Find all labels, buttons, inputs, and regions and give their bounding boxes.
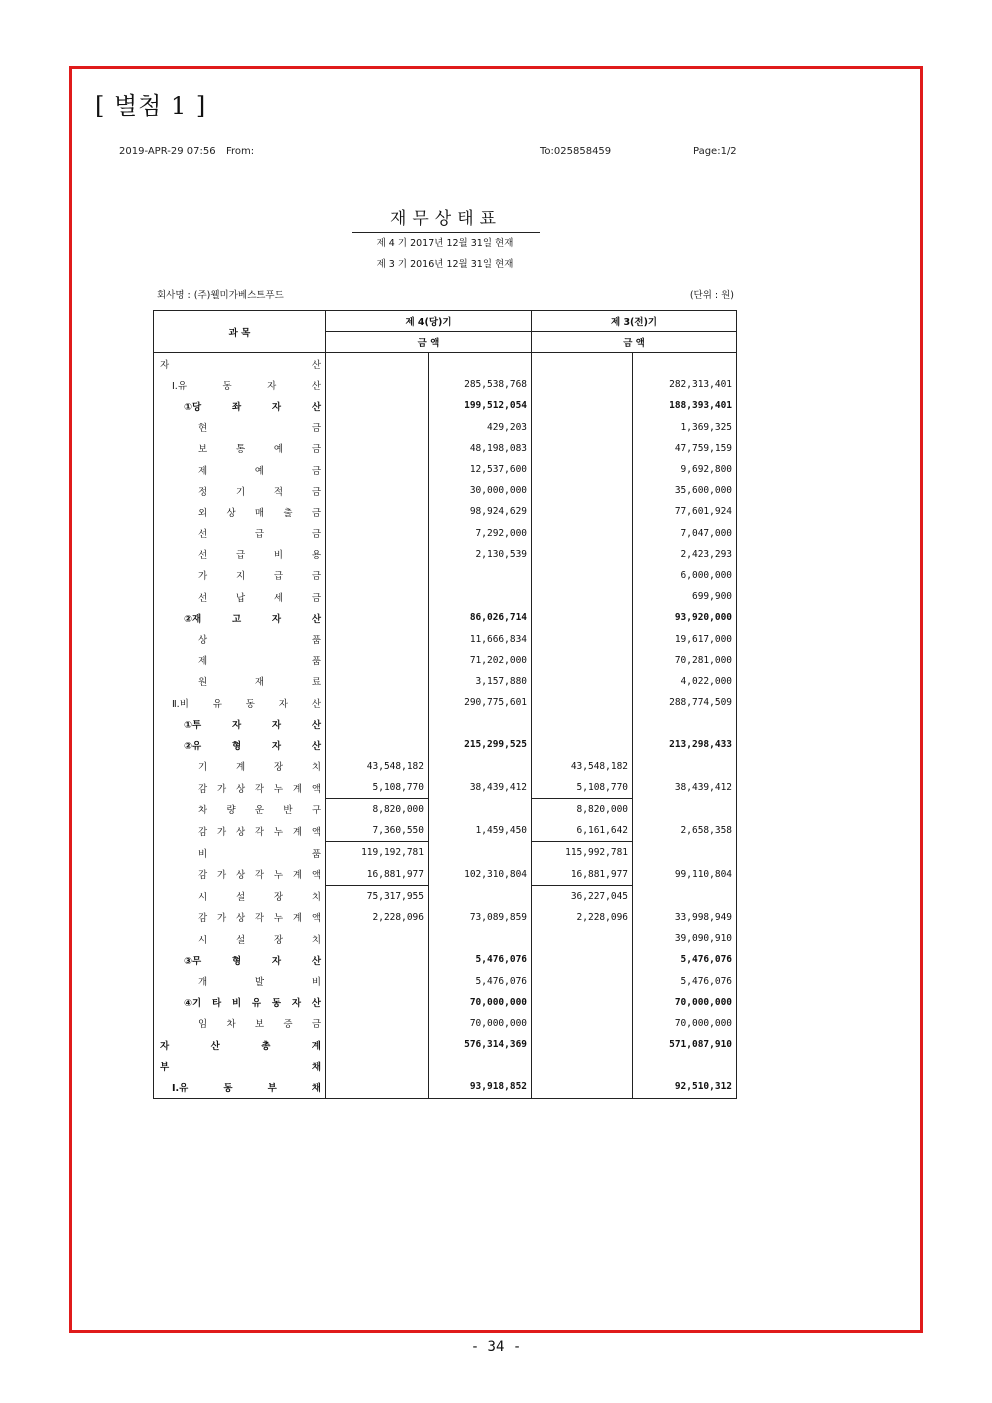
amount-p2: 39,090,910 (633, 928, 737, 949)
account-name: ④기 타 비 유 동 자 산 (154, 992, 326, 1013)
account-name: 감 가 상 각 누 계 액 (154, 907, 326, 928)
amount-p2: 6,000,000 (633, 565, 737, 586)
header-current-amount: 금 액 (326, 332, 532, 353)
amount-c1 (326, 417, 429, 438)
unit-label: (단위 : 원) (689, 290, 734, 301)
account-name: ③무 형 자 산 (154, 949, 326, 970)
table-row (154, 864, 737, 886)
amount-c1 (326, 565, 429, 586)
amount-p1 (532, 970, 633, 991)
table-row (154, 777, 737, 799)
amount-p1: 43,548,182 (532, 756, 633, 777)
statement-title: 재무상태표 (352, 204, 540, 233)
amount-c2: 576,314,369 (429, 1034, 532, 1055)
amount-p2: 5,476,076 (633, 970, 737, 991)
amount-c2 (429, 756, 532, 777)
amount-p1 (532, 544, 633, 565)
amount-c1 (326, 734, 429, 755)
amount-c2: 5,476,076 (429, 949, 532, 970)
amount-c1 (326, 650, 429, 671)
account-name: ②유 형 자 산 (154, 734, 326, 755)
account-name: 감 가 상 각 누 계 액 (154, 777, 326, 799)
table-row (154, 501, 737, 522)
table-row (154, 734, 737, 755)
account-name: 선 급 금 (154, 523, 326, 544)
amount-p2 (633, 1055, 737, 1076)
account-name: 선 납 세 금 (154, 586, 326, 607)
amount-c1 (326, 992, 429, 1013)
amount-c1 (326, 459, 429, 480)
amount-p2 (633, 756, 737, 777)
amount-p1 (532, 949, 633, 970)
amount-c2: 98,924,629 (429, 501, 532, 522)
amount-p2 (633, 885, 737, 907)
amount-p1 (532, 374, 633, 395)
amount-c1 (326, 928, 429, 949)
account-name: 시 설 장 치 (154, 885, 326, 907)
amount-c1 (326, 713, 429, 734)
account-name: 상 품 (154, 628, 326, 649)
amount-c2 (429, 885, 532, 907)
account-name: 정 기 적 금 (154, 480, 326, 501)
table-row (154, 992, 737, 1013)
amount-p2: 188,393,401 (633, 395, 737, 416)
amount-c1: 7,360,550 (326, 820, 429, 842)
amount-p1 (532, 650, 633, 671)
amount-c1: 75,317,955 (326, 885, 429, 907)
amount-p2: 4,022,000 (633, 671, 737, 692)
amount-p1 (532, 395, 633, 416)
amount-c2 (429, 565, 532, 586)
amount-c1 (326, 544, 429, 565)
amount-p1: 36,227,045 (532, 885, 633, 907)
amount-c2 (429, 798, 532, 820)
amount-p1 (532, 1034, 633, 1055)
amount-c2: 102,310,804 (429, 864, 532, 886)
table-row (154, 586, 737, 607)
amount-c1: 16,881,977 (326, 864, 429, 886)
table-row (154, 480, 737, 501)
fax-page: Page:1/2 (693, 146, 737, 157)
table-row (154, 395, 737, 416)
amount-c2: 70,000,000 (429, 1013, 532, 1034)
amount-c2: 70,000,000 (429, 992, 532, 1013)
amount-p2: 288,774,509 (633, 692, 737, 713)
amount-p2: 99,110,804 (633, 864, 737, 886)
table-row (154, 353, 737, 375)
amount-p2: 38,439,412 (633, 777, 737, 799)
account-name: 보 통 예 금 (154, 438, 326, 459)
account-name: 선 급 비 용 (154, 544, 326, 565)
amount-p1 (532, 1013, 633, 1034)
amount-p2: 70,281,000 (633, 650, 737, 671)
amount-c2: 3,157,880 (429, 671, 532, 692)
page-number: - 34 - (470, 1339, 522, 1355)
amount-p1 (532, 523, 633, 544)
amount-c1: 5,108,770 (326, 777, 429, 799)
company-name: 회사명 : (주)웰미가베스트푸드 (157, 290, 284, 301)
table-row (154, 798, 737, 820)
amount-p2: 571,087,910 (633, 1034, 737, 1055)
amount-c2: 11,666,834 (429, 628, 532, 649)
amount-p1 (532, 417, 633, 438)
account-name: 개 발 비 (154, 970, 326, 991)
amount-c1 (326, 586, 429, 607)
amount-c1 (326, 692, 429, 713)
table-row (154, 907, 737, 928)
table-row (154, 820, 737, 842)
table-row (154, 928, 737, 949)
amount-c1: 2,228,096 (326, 907, 429, 928)
amount-p1 (532, 928, 633, 949)
amount-c2: 7,292,000 (429, 523, 532, 544)
account-name: 제 품 (154, 650, 326, 671)
amount-p2 (633, 842, 737, 864)
account-name: 가 지 급 금 (154, 565, 326, 586)
amount-c2: 285,538,768 (429, 374, 532, 395)
account-name: 원 재 료 (154, 671, 326, 692)
amount-c1 (326, 374, 429, 395)
amount-c2: 38,439,412 (429, 777, 532, 799)
account-name: 자 산 총 계 (154, 1034, 326, 1055)
amount-c1 (326, 970, 429, 991)
table-row (154, 671, 737, 692)
amount-c1 (326, 671, 429, 692)
amount-p2: 9,692,800 (633, 459, 737, 480)
table-row (154, 1076, 737, 1098)
table-row (154, 565, 737, 586)
amount-p1: 5,108,770 (532, 777, 633, 799)
account-name: 제 예 금 (154, 459, 326, 480)
table-row (154, 692, 737, 713)
amount-p2: 77,601,924 (633, 501, 737, 522)
period-current: 제 4 기 2017년 12월 31일 현재 (376, 238, 514, 249)
amount-p1: 115,992,781 (532, 842, 633, 864)
amount-p1 (532, 692, 633, 713)
table-row (154, 523, 737, 544)
amount-c1 (326, 607, 429, 628)
amount-p2: 92,510,312 (633, 1076, 737, 1098)
amount-c2: 30,000,000 (429, 480, 532, 501)
amount-p1 (532, 628, 633, 649)
table-row (154, 842, 737, 864)
amount-p1 (532, 501, 633, 522)
account-name: 외 상 매 출 금 (154, 501, 326, 522)
amount-p2: 19,617,000 (633, 628, 737, 649)
header-prior-period: 제 3(전)기 (532, 311, 737, 332)
period-prior: 제 3 기 2016년 12월 31일 현재 (376, 259, 514, 270)
balance-sheet-table (153, 310, 737, 1099)
amount-c1 (326, 949, 429, 970)
amount-p2: 2,658,358 (633, 820, 737, 842)
amount-p2: 5,476,076 (633, 949, 737, 970)
amount-p1 (532, 459, 633, 480)
amount-p1 (532, 438, 633, 459)
amount-p2: 699,900 (633, 586, 737, 607)
amount-c2: 73,089,859 (429, 907, 532, 928)
amount-c1 (326, 1076, 429, 1098)
amount-p1 (532, 586, 633, 607)
table-row (154, 417, 737, 438)
table-row (154, 650, 737, 671)
amount-p1: 8,820,000 (532, 798, 633, 820)
account-name: 감 가 상 각 누 계 액 (154, 820, 326, 842)
amount-c1 (326, 395, 429, 416)
account-name: 현 금 (154, 417, 326, 438)
amount-p2: 47,759,159 (633, 438, 737, 459)
amount-c2 (429, 713, 532, 734)
amount-c2 (429, 353, 532, 375)
amount-c2: 12,537,600 (429, 459, 532, 480)
amount-p1 (532, 992, 633, 1013)
amount-c2: 290,775,601 (429, 692, 532, 713)
amount-c1 (326, 1034, 429, 1055)
amount-c2 (429, 928, 532, 949)
amount-c2 (429, 586, 532, 607)
table-row (154, 1013, 737, 1034)
account-name: 임 차 보 증 금 (154, 1013, 326, 1034)
header-account: 과 목 (154, 311, 326, 353)
amount-p2: 33,998,949 (633, 907, 737, 928)
account-name: 감 가 상 각 누 계 액 (154, 864, 326, 886)
amount-p2: 70,000,000 (633, 1013, 737, 1034)
amount-p2: 93,920,000 (633, 607, 737, 628)
amount-p1 (532, 1055, 633, 1076)
attachment-label: [ 별첨 1 ] (95, 92, 207, 120)
account-name: 시 설 장 치 (154, 928, 326, 949)
amount-c2: 86,026,714 (429, 607, 532, 628)
account-name: Ⅰ.유 동 자 산 (154, 374, 326, 395)
header-current-period: 제 4(당)기 (326, 311, 532, 332)
amount-p2: 213,298,433 (633, 734, 737, 755)
amount-p2 (633, 353, 737, 375)
amount-p1: 6,161,642 (532, 820, 633, 842)
table-row (154, 949, 737, 970)
amount-p1 (532, 480, 633, 501)
amount-c1: 8,820,000 (326, 798, 429, 820)
fax-from: From: (226, 146, 255, 157)
amount-p2: 1,369,325 (633, 417, 737, 438)
account-name: Ⅱ.비 유 동 자 산 (154, 692, 326, 713)
account-name: ②재 고 자 산 (154, 607, 326, 628)
account-name: ①당 좌 자 산 (154, 395, 326, 416)
amount-p1: 16,881,977 (532, 864, 633, 886)
amount-p2: 282,313,401 (633, 374, 737, 395)
amount-c2: 429,203 (429, 417, 532, 438)
amount-p1: 2,228,096 (532, 907, 633, 928)
table-row (154, 713, 737, 734)
amount-c1 (326, 353, 429, 375)
table-row (154, 1034, 737, 1055)
table-row (154, 544, 737, 565)
amount-c2: 1,459,450 (429, 820, 532, 842)
amount-p1 (532, 353, 633, 375)
table-row (154, 885, 737, 907)
amount-c1: 119,192,781 (326, 842, 429, 864)
amount-c2: 2,130,539 (429, 544, 532, 565)
fax-datetime: 2019-APR-29 07:56 (119, 146, 216, 157)
amount-c1 (326, 438, 429, 459)
amount-c2: 71,202,000 (429, 650, 532, 671)
amount-c1 (326, 480, 429, 501)
amount-p1 (532, 1076, 633, 1098)
amount-p2: 70,000,000 (633, 992, 737, 1013)
amount-p2: 2,423,293 (633, 544, 737, 565)
amount-c2: 48,198,083 (429, 438, 532, 459)
account-name: 차 량 운 반 구 (154, 798, 326, 820)
account-name: 기 계 장 치 (154, 756, 326, 777)
amount-c2: 5,476,076 (429, 970, 532, 991)
amount-p2: 7,047,000 (633, 523, 737, 544)
amount-c1 (326, 1013, 429, 1034)
account-name: ①투 자 자 산 (154, 713, 326, 734)
amount-c2: 199,512,054 (429, 395, 532, 416)
amount-c2 (429, 1055, 532, 1076)
account-name: 자 산 (154, 353, 326, 375)
amount-c1 (326, 1055, 429, 1076)
amount-p1 (532, 671, 633, 692)
amount-c1 (326, 501, 429, 522)
amount-c1 (326, 628, 429, 649)
account-name: Ⅰ.유 동 부 채 (154, 1076, 326, 1098)
amount-p2: 35,600,000 (633, 480, 737, 501)
amount-c2: 93,918,852 (429, 1076, 532, 1098)
table-row (154, 607, 737, 628)
amount-p2 (633, 798, 737, 820)
table-row (154, 756, 737, 777)
amount-p1 (532, 713, 633, 734)
header-prior-amount: 금 액 (532, 332, 737, 353)
amount-c2 (429, 842, 532, 864)
table-row (154, 970, 737, 991)
amount-p2 (633, 713, 737, 734)
table-row (154, 374, 737, 395)
table-row (154, 438, 737, 459)
fax-to: To:025858459 (540, 146, 612, 157)
account-name: 비 품 (154, 842, 326, 864)
amount-p1 (532, 607, 633, 628)
table-row (154, 459, 737, 480)
amount-c1: 43,548,182 (326, 756, 429, 777)
amount-p1 (532, 734, 633, 755)
account-name: 부 채 (154, 1055, 326, 1076)
table-row (154, 628, 737, 649)
amount-c2: 215,299,525 (429, 734, 532, 755)
amount-c1 (326, 523, 429, 544)
table-row (154, 1055, 737, 1076)
amount-p1 (532, 565, 633, 586)
